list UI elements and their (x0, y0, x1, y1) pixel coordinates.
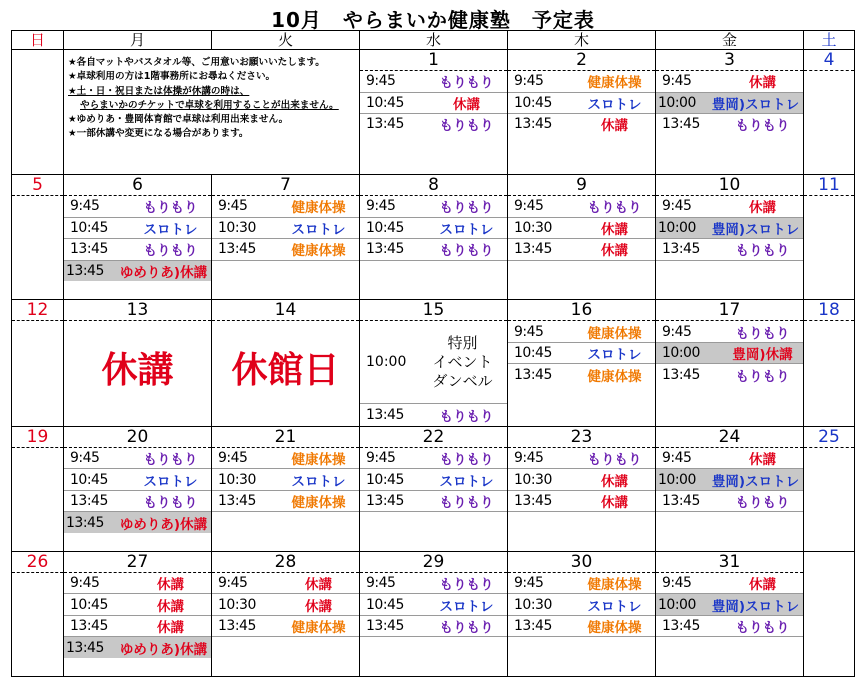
day-number: 4 (804, 50, 854, 71)
notes-list (64, 50, 359, 141)
slot-time: 13:45 (218, 493, 256, 510)
slot-time: 10:30 (514, 596, 552, 613)
slot-event: 健康体操 (587, 368, 642, 385)
day-number: 25 (804, 427, 854, 448)
day-cell (360, 300, 508, 427)
schedule-slot (508, 364, 655, 385)
schedule-slot-empty (360, 637, 507, 658)
day-number: 8 (360, 175, 507, 196)
slot-event: 豊岡)スロトレ (711, 96, 800, 113)
slot-time: 9:45 (514, 575, 544, 592)
weekday-sat: 土 (804, 31, 855, 50)
day-number: 5 (12, 175, 63, 196)
day-cell (804, 50, 855, 175)
day-number: 26 (12, 552, 63, 573)
schedule-slot-empty (656, 261, 803, 282)
weekday-mon: 月 (64, 31, 212, 50)
slot-time: 10:00 (658, 596, 696, 613)
schedule-slot (64, 616, 211, 638)
schedule-slot (656, 93, 803, 115)
slot-event: スロトレ (439, 598, 494, 615)
day-cell (12, 175, 64, 300)
day-cell (804, 426, 855, 551)
day-number: 29 (360, 552, 507, 573)
day-number: 23 (508, 427, 655, 448)
schedule-slot (508, 616, 655, 638)
slot-event: 休講 (453, 96, 480, 113)
slot-event: 豊岡)スロトレ (711, 473, 800, 490)
day-cell-empty (12, 50, 64, 175)
slot-time: 13:45 (514, 116, 552, 133)
day-number: 17 (656, 300, 803, 321)
slot-event: 健康体操 (291, 495, 346, 512)
slot-time: 9:45 (70, 198, 100, 215)
schedule-slot (508, 491, 655, 513)
schedule-slot (212, 594, 359, 616)
slot-event: 休講 (601, 473, 628, 490)
slot-event: 休講 (157, 620, 184, 637)
page-title: 10月 やらまいか健康塾 予定表 (271, 8, 595, 32)
schedule-slot (212, 491, 359, 513)
slot-event: 健康体操 (291, 620, 346, 637)
slot-time: 13:45 (66, 639, 104, 656)
slot-time: 13:45 (514, 618, 552, 635)
schedule-slot-empty (360, 261, 507, 282)
slot-event: ゆめりあ)休講 (119, 641, 208, 658)
day-cell (360, 175, 508, 300)
schedule-slot (508, 321, 655, 343)
slot-event: スロトレ (587, 347, 642, 364)
schedule-slot (360, 93, 507, 115)
schedule-slot (508, 343, 655, 365)
weekday-tue: 火 (212, 31, 360, 50)
slot-time: 9:45 (514, 198, 544, 215)
slot-event: 休講 (749, 452, 776, 469)
day-cell (508, 426, 656, 551)
schedule-slot (64, 491, 211, 513)
slot-time: 9:45 (366, 575, 396, 592)
schedule-slot (656, 114, 803, 135)
slot-time: 13:45 (366, 618, 404, 635)
slot-event: もりもり (735, 368, 790, 385)
slot-time: 10:45 (70, 471, 108, 488)
day-cell (212, 551, 360, 676)
note-item: ★卓球利用の方は1階事務所にお尋ねください。 (68, 71, 276, 83)
slot-time: 13:45 (514, 366, 552, 383)
slot-event: 休講 (601, 118, 628, 135)
day-cell (656, 426, 804, 551)
slot-event: 健康体操 (587, 620, 642, 637)
slot-event: 休講 (601, 495, 628, 512)
schedule-slot (64, 637, 211, 658)
schedule-slot (656, 364, 803, 385)
slot-time: 10:00 (366, 354, 407, 371)
notes-cell (64, 50, 360, 175)
day-cell (508, 300, 656, 427)
special-line: 特別 (447, 333, 478, 352)
slot-time: 9:45 (366, 73, 396, 90)
slot-event: 休講 (157, 577, 184, 594)
slot-time: 9:45 (662, 73, 692, 90)
slot-time: 9:45 (514, 450, 544, 467)
day-number: 18 (804, 300, 854, 321)
note-item: ★ゆめりあ・豊岡体育館で卓球は利用出来ません。 (68, 113, 289, 125)
slot-time: 10:45 (366, 219, 404, 236)
slot-time: 13:45 (662, 116, 700, 133)
week-row (12, 551, 855, 676)
day-cell (12, 426, 64, 551)
day-number: 12 (12, 300, 63, 321)
slot-event: もりもり (439, 620, 494, 637)
slot-event: 豊岡)スロトレ (711, 598, 800, 615)
slot-time: 10:30 (218, 471, 256, 488)
day-number: 16 (508, 300, 655, 321)
day-number: 13 (64, 300, 211, 321)
schedule-slot (360, 114, 507, 135)
day-number: 11 (804, 175, 854, 196)
slot-time: 9:45 (366, 198, 396, 215)
slot-event: もりもり (439, 118, 494, 135)
schedule-slot (360, 469, 507, 491)
slot-time: 10:45 (366, 94, 404, 111)
schedule-slot-empty (212, 512, 359, 533)
slot-event: スロトレ (439, 221, 494, 238)
slot-event: もりもり (735, 495, 790, 512)
day-cell (804, 300, 855, 427)
day-number: 14 (212, 300, 359, 321)
day-cell (212, 426, 360, 551)
note-item: ★各自マットやバスタオル等、ご用意いお願いいたします。 (68, 57, 325, 69)
day-number: 24 (656, 427, 803, 448)
slot-event: もりもり (735, 620, 790, 637)
schedule-slot (360, 403, 507, 425)
slot-event: 健康体操 (587, 75, 642, 92)
slot-event: 休講 (601, 243, 628, 260)
slot-event: スロトレ (143, 473, 198, 490)
slot-event: ゆめりあ)休講 (119, 516, 208, 533)
day-number: 2 (508, 50, 655, 71)
schedule-slot (212, 469, 359, 491)
calendar-table (11, 30, 855, 677)
slot-event: 豊岡)スロトレ (711, 221, 800, 238)
slot-event: もりもり (439, 75, 494, 92)
slot-event: 休講 (749, 577, 776, 594)
slot-time: 13:45 (70, 618, 108, 635)
day-cell (64, 551, 212, 676)
slot-time: 9:45 (70, 450, 100, 467)
slot-time: 13:45 (662, 618, 700, 635)
day-number: 10 (656, 175, 803, 196)
special-event (360, 321, 507, 403)
slot-event: もりもり (143, 495, 198, 512)
special-line: ダンベル (432, 371, 493, 390)
slot-time: 10:45 (366, 471, 404, 488)
slot-time: 10:45 (366, 596, 404, 613)
slot-time: 13:45 (366, 406, 404, 423)
day-number: 27 (64, 552, 211, 573)
week-row (12, 426, 855, 551)
day-cell (360, 426, 508, 551)
schedule-slot (656, 448, 803, 470)
slot-time: 10:30 (514, 471, 552, 488)
day-cell (508, 50, 656, 175)
schedule-slot (360, 594, 507, 616)
schedule-slot (212, 573, 359, 595)
slot-time: 13:45 (366, 241, 404, 258)
slot-event: もりもり (587, 200, 642, 217)
schedule-slot (656, 343, 803, 365)
slot-time: 13:45 (218, 618, 256, 635)
schedule-slot (212, 616, 359, 638)
day-cell (360, 551, 508, 676)
schedule-slot (656, 469, 803, 491)
slot-event: 健康体操 (587, 577, 642, 594)
schedule-slot (64, 448, 211, 470)
note-item: ★一部休講や変更になる場合があります。 (68, 128, 249, 140)
slot-time: 9:45 (662, 323, 692, 340)
slot-event: もりもり (735, 118, 790, 135)
slot-time: 9:45 (218, 450, 248, 467)
day-cell-empty (804, 551, 855, 676)
slot-event: スロトレ (291, 221, 346, 238)
slot-time: 10:30 (218, 596, 256, 613)
schedule-slot-empty (508, 261, 655, 282)
schedule-slot (64, 218, 211, 240)
schedule-slot-empty (656, 512, 803, 533)
slot-time: 13:45 (662, 366, 700, 383)
slot-time: 13:45 (366, 116, 404, 133)
day-cell (212, 300, 360, 427)
schedule-slot (508, 71, 655, 93)
schedule-slot (212, 448, 359, 470)
slot-time: 13:45 (70, 241, 108, 258)
special-event-label (418, 334, 507, 391)
day-number: 19 (12, 427, 63, 448)
slot-event: もりもり (735, 243, 790, 260)
slot-time: 10:00 (658, 471, 696, 488)
special-line: イベント (432, 352, 493, 371)
slot-time: 9:45 (366, 450, 396, 467)
day-cell (12, 551, 64, 676)
day-number: 15 (360, 300, 507, 321)
schedule-slot (508, 93, 655, 115)
slot-time: 9:45 (514, 73, 544, 90)
slot-event: もりもり (587, 452, 642, 469)
schedule-slot (656, 321, 803, 343)
schedule-slot (508, 239, 655, 261)
slot-time: 10:00 (658, 94, 696, 111)
schedule-slot (656, 71, 803, 93)
slot-time: 9:45 (70, 575, 100, 592)
schedule-slot (360, 71, 507, 93)
closed-label: 休講 (101, 350, 174, 392)
slot-time: 9:45 (218, 575, 248, 592)
day-number: 1 (360, 50, 507, 71)
schedule-slot (508, 573, 655, 595)
schedule-slot (360, 239, 507, 261)
day-number: 31 (656, 552, 803, 573)
schedule-slot (360, 196, 507, 218)
schedule-slot (212, 218, 359, 240)
slot-event: 健康体操 (291, 452, 346, 469)
schedule-slot (508, 594, 655, 616)
slot-event: 休講 (749, 200, 776, 217)
slot-time: 9:45 (662, 450, 692, 467)
slot-event: 健康体操 (291, 200, 346, 217)
schedule-slot (64, 573, 211, 595)
schedule-slot (508, 114, 655, 135)
day-number: 28 (212, 552, 359, 573)
slot-time: 9:45 (514, 323, 544, 340)
day-cell (212, 175, 360, 300)
slot-time: 13:45 (662, 493, 700, 510)
slot-time: 13:45 (70, 493, 108, 510)
weekday-fri: 金 (656, 31, 804, 50)
schedule-slot-empty (360, 512, 507, 533)
slot-time: 10:30 (514, 219, 552, 236)
day-cell (508, 175, 656, 300)
schedule-slot (508, 218, 655, 240)
slot-time: 13:45 (514, 493, 552, 510)
slot-event: 休講 (305, 577, 332, 594)
slot-event: 休講 (157, 598, 184, 615)
schedule-slot (360, 491, 507, 513)
slot-time: 13:45 (66, 262, 104, 279)
slot-event: 休講 (305, 598, 332, 615)
slot-event: 休講 (601, 221, 628, 238)
schedule-slot (656, 594, 803, 616)
slot-event: 健康体操 (291, 243, 346, 260)
day-cell (656, 551, 804, 676)
day-number: 9 (508, 175, 655, 196)
schedule-slot (212, 196, 359, 218)
schedule-slot (64, 261, 211, 282)
slot-event: もりもり (439, 200, 494, 217)
day-number: 21 (212, 427, 359, 448)
day-cell (804, 175, 855, 300)
slot-event: もりもり (439, 577, 494, 594)
note-item: やらまいかのチケットで卓球を利用することが出来ません。 (80, 99, 339, 111)
schedule-slot-empty (212, 261, 359, 282)
schedule-slot (508, 448, 655, 470)
day-cell (508, 551, 656, 676)
slot-time: 13:45 (662, 241, 700, 258)
schedule-slot-empty (508, 512, 655, 533)
slot-time: 10:30 (218, 219, 256, 236)
schedule-slot (212, 239, 359, 261)
day-cell (64, 426, 212, 551)
slot-time: 10:45 (70, 596, 108, 613)
slot-event: ゆめりあ)休講 (119, 264, 208, 281)
slot-time: 9:45 (662, 575, 692, 592)
slot-event: 休講 (749, 75, 776, 92)
slot-time: 9:45 (662, 198, 692, 215)
slot-event: もりもり (143, 243, 198, 260)
day-cell (656, 50, 804, 175)
day-number: 6 (64, 175, 211, 196)
slot-event: スロトレ (291, 473, 346, 490)
slot-event: もりもり (439, 495, 494, 512)
slot-event: もりもり (439, 452, 494, 469)
slot-time: 10:00 (662, 345, 700, 362)
day-cell (656, 300, 804, 427)
slot-time: 10:00 (658, 219, 696, 236)
day-cell (64, 300, 212, 427)
day-cell (656, 175, 804, 300)
schedule-slot (64, 594, 211, 616)
schedule-slot (360, 218, 507, 240)
schedule-slot (656, 239, 803, 261)
schedule-slot (64, 196, 211, 218)
week-row (12, 300, 855, 427)
day-number: 7 (212, 175, 359, 196)
schedule-slot (360, 616, 507, 638)
weekday-header-row (12, 31, 855, 50)
slot-time: 10:45 (70, 219, 108, 236)
schedule-slot (656, 196, 803, 218)
slot-event: もりもり (735, 325, 790, 342)
week-row (12, 175, 855, 300)
schedule-slot (656, 491, 803, 513)
closed-label: 休館日 (231, 350, 340, 392)
schedule-slot (656, 218, 803, 240)
schedule-slot-empty (212, 637, 359, 658)
slot-time: 10:45 (514, 94, 552, 111)
schedule-slot (64, 239, 211, 261)
slot-time: 9:45 (218, 198, 248, 215)
schedule-slot (64, 512, 211, 533)
slot-time: 13:45 (514, 241, 552, 258)
slot-time: 13:45 (66, 514, 104, 531)
weekday-sun: 日 (12, 31, 64, 50)
slot-event: 豊岡)休講 (732, 347, 793, 364)
slot-time: 10:45 (514, 345, 552, 362)
weekday-wed: 水 (360, 31, 508, 50)
schedule-slot (656, 573, 803, 595)
weekday-thu: 木 (508, 31, 656, 50)
slot-event: 健康体操 (587, 325, 642, 342)
slot-time: 13:45 (218, 241, 256, 258)
schedule-slot (508, 469, 655, 491)
note-item: ★土・日・祝日または体操が休講の時は、 (68, 85, 250, 97)
schedule-slot-empty (508, 637, 655, 658)
schedule-slot (64, 469, 211, 491)
schedule-slot (656, 616, 803, 638)
slot-event: スロトレ (587, 598, 642, 615)
slot-event: スロトレ (587, 96, 642, 113)
day-cell (64, 175, 212, 300)
day-cell (360, 50, 508, 175)
day-cell (12, 300, 64, 427)
slot-time: 13:45 (366, 493, 404, 510)
day-number: 30 (508, 552, 655, 573)
schedule-slot-empty (656, 637, 803, 658)
week-row (12, 50, 855, 175)
schedule-slot (360, 448, 507, 470)
slot-event: もりもり (143, 452, 198, 469)
slot-event: スロトレ (143, 221, 198, 238)
slot-event: もりもり (143, 200, 198, 217)
day-number: 3 (656, 50, 803, 71)
slot-event: もりもり (439, 408, 494, 425)
day-number: 22 (360, 427, 507, 448)
slot-event: もりもり (439, 243, 494, 260)
day-number: 20 (64, 427, 211, 448)
slot-event: スロトレ (439, 473, 494, 490)
schedule-slot (508, 196, 655, 218)
schedule-slot (360, 573, 507, 595)
